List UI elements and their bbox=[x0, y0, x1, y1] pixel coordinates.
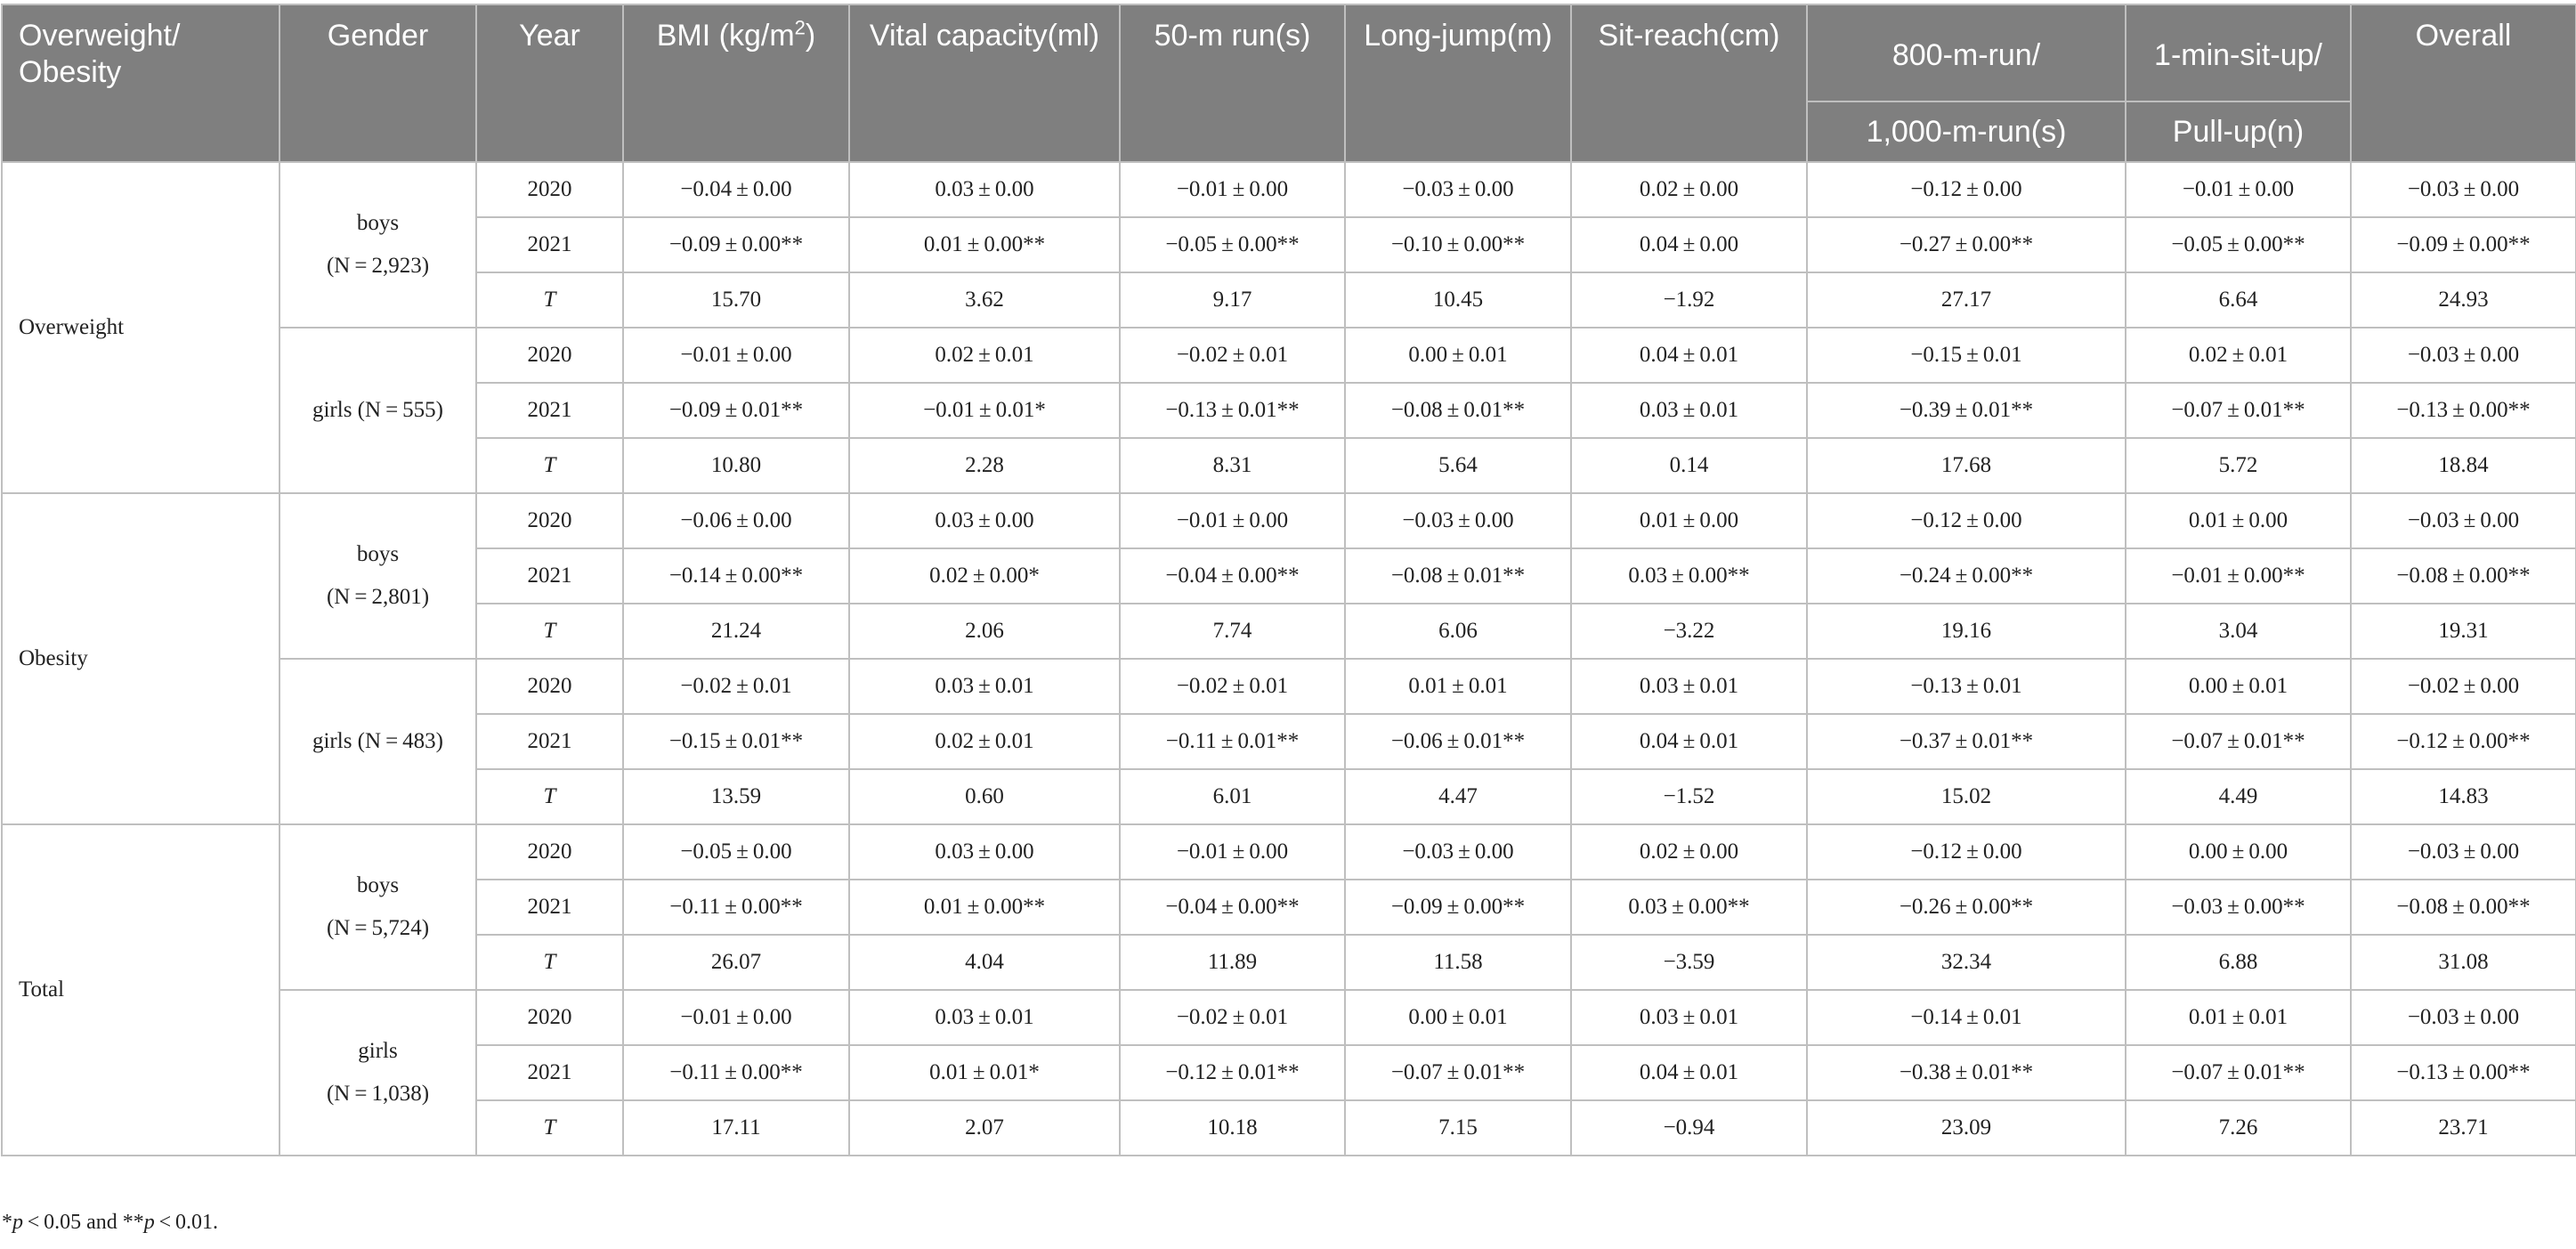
value-cell: −0.08 ± 0.01** bbox=[1345, 383, 1571, 438]
value-cell: 0.00 ± 0.01 bbox=[2126, 659, 2351, 714]
value-cell: 0.03 ± 0.01 bbox=[849, 659, 1120, 714]
group-label: Obesity bbox=[2, 493, 279, 824]
value-cell: 17.68 bbox=[1807, 438, 2126, 493]
value-cell: −0.07 ± 0.01** bbox=[2126, 714, 2351, 769]
value-cell: −0.24 ± 0.00** bbox=[1807, 548, 2126, 604]
value-cell: −0.13 ± 0.01** bbox=[1120, 383, 1345, 438]
value-cell: 5.64 bbox=[1345, 438, 1571, 493]
value-cell: 0.01 ± 0.01 bbox=[2126, 990, 2351, 1045]
gender-sample-size: (N = 1,038) bbox=[326, 1082, 430, 1106]
table-row bbox=[2, 162, 2576, 217]
value-cell: −0.14 ± 0.01 bbox=[1807, 990, 2126, 1045]
bmi-label: BMI (kg/m bbox=[656, 19, 795, 53]
value-cell: −0.01 ± 0.00 bbox=[623, 990, 849, 1045]
col-header-pull-up: Pull-up(n) bbox=[2126, 101, 2351, 162]
value-cell: −0.12 ± 0.00** bbox=[2351, 714, 2576, 769]
gender-label bbox=[279, 328, 476, 493]
value-cell: 0.01 ± 0.00** bbox=[849, 217, 1120, 272]
value-cell: 0.02 ± 0.00* bbox=[849, 548, 1120, 604]
value-cell: 15.70 bbox=[623, 272, 849, 328]
results-table bbox=[1, 4, 2576, 1156]
value-cell: −0.03 ± 0.00 bbox=[2351, 990, 2576, 1045]
value-cell: 0.03 ± 0.01 bbox=[1571, 383, 1807, 438]
value-cell: −0.01 ± 0.00 bbox=[1120, 493, 1345, 548]
value-cell: 6.01 bbox=[1120, 769, 1345, 824]
value-cell: 0.02 ± 0.01 bbox=[2126, 328, 2351, 383]
col-header-long-jump: Long-jump(m) bbox=[1345, 4, 1571, 162]
value-cell: 0.03 ± 0.01 bbox=[1571, 990, 1807, 1045]
value-cell: −0.12 ± 0.00 bbox=[1807, 824, 2126, 880]
value-cell: −0.39 ± 0.01** bbox=[1807, 383, 2126, 438]
value-cell: −0.08 ± 0.01** bbox=[1345, 548, 1571, 604]
value-cell: −0.02 ± 0.01 bbox=[623, 659, 849, 714]
year-cell: 2020 bbox=[476, 824, 623, 880]
value-cell: 0.00 ± 0.01 bbox=[1345, 990, 1571, 1045]
value-cell: 21.24 bbox=[623, 604, 849, 659]
value-cell: −3.59 bbox=[1571, 935, 1807, 990]
year-cell: 2021 bbox=[476, 880, 623, 935]
gender-label bbox=[279, 824, 476, 990]
value-cell: −0.11 ± 0.00** bbox=[623, 880, 849, 935]
value-cell: −0.13 ± 0.00** bbox=[2351, 383, 2576, 438]
value-cell: −0.26 ± 0.00** bbox=[1807, 880, 2126, 935]
value-cell: −0.14 ± 0.00** bbox=[623, 548, 849, 604]
year-cell: T bbox=[476, 1100, 623, 1156]
table-row bbox=[2, 824, 2576, 880]
value-cell: −0.13 ± 0.01 bbox=[1807, 659, 2126, 714]
value-cell: 8.31 bbox=[1120, 438, 1345, 493]
value-cell: −0.07 ± 0.01** bbox=[2126, 1045, 2351, 1100]
value-cell: 31.08 bbox=[2351, 935, 2576, 990]
value-cell: 0.04 ± 0.00 bbox=[1571, 217, 1807, 272]
value-cell: 0.60 bbox=[849, 769, 1120, 824]
value-cell: 6.06 bbox=[1345, 604, 1571, 659]
footnote-p: p bbox=[143, 1211, 155, 1234]
value-cell: −0.03 ± 0.00 bbox=[2351, 328, 2576, 383]
value-cell: −3.22 bbox=[1571, 604, 1807, 659]
value-cell: 0.03 ± 0.00** bbox=[1571, 880, 1807, 935]
value-cell: 10.18 bbox=[1120, 1100, 1345, 1156]
footnote-text-2: < 0.01. bbox=[154, 1211, 218, 1234]
table-header bbox=[2, 4, 2576, 162]
value-cell: −0.01 ± 0.00 bbox=[623, 328, 849, 383]
value-cell: −0.94 bbox=[1571, 1100, 1807, 1156]
gender-label-line: boys bbox=[356, 542, 400, 566]
value-cell: −0.09 ± 0.01** bbox=[623, 383, 849, 438]
year-cell: 2021 bbox=[476, 383, 623, 438]
col-header-vital-capacity: Vital capacity(ml) bbox=[849, 4, 1120, 162]
value-cell: 4.49 bbox=[2126, 769, 2351, 824]
value-cell: −0.38 ± 0.01** bbox=[1807, 1045, 2126, 1100]
value-cell: −1.52 bbox=[1571, 769, 1807, 824]
value-cell: −0.01 ± 0.00 bbox=[2126, 162, 2351, 217]
gender-label-line: girls (N = 483) bbox=[312, 729, 443, 753]
value-cell: 9.17 bbox=[1120, 272, 1345, 328]
value-cell: −0.04 ± 0.00** bbox=[1120, 548, 1345, 604]
value-cell: 0.03 ± 0.01 bbox=[1571, 659, 1807, 714]
value-cell: 23.71 bbox=[2351, 1100, 2576, 1156]
value-cell: 19.31 bbox=[2351, 604, 2576, 659]
gender-label bbox=[279, 659, 476, 824]
table-body bbox=[2, 162, 2576, 1156]
value-cell: −0.02 ± 0.00 bbox=[2351, 659, 2576, 714]
group-label: Total bbox=[2, 824, 279, 1156]
value-cell: −0.12 ± 0.00 bbox=[1807, 493, 2126, 548]
value-cell: 18.84 bbox=[2351, 438, 2576, 493]
value-cell: 6.64 bbox=[2126, 272, 2351, 328]
value-cell: −0.09 ± 0.00** bbox=[2351, 217, 2576, 272]
bmi-superscript: 2 bbox=[794, 16, 806, 39]
value-cell: 0.04 ± 0.01 bbox=[1571, 1045, 1807, 1100]
value-cell: −0.06 ± 0.01** bbox=[1345, 714, 1571, 769]
gender-label-line: girls (N = 555) bbox=[312, 398, 443, 422]
value-cell: 4.04 bbox=[849, 935, 1120, 990]
footnote-p: p bbox=[12, 1211, 23, 1234]
value-cell: 10.80 bbox=[623, 438, 849, 493]
value-cell: 0.03 ± 0.00 bbox=[849, 162, 1120, 217]
value-cell: 2.06 bbox=[849, 604, 1120, 659]
value-cell: −0.12 ± 0.00 bbox=[1807, 162, 2126, 217]
col-header-50m-run: 50-m run(s) bbox=[1120, 4, 1345, 162]
value-cell: 0.03 ± 0.00 bbox=[849, 824, 1120, 880]
value-cell: 0.14 bbox=[1571, 438, 1807, 493]
value-cell: 0.03 ± 0.00** bbox=[1571, 548, 1807, 604]
value-cell: −0.06 ± 0.00 bbox=[623, 493, 849, 548]
value-cell: −0.03 ± 0.00 bbox=[1345, 824, 1571, 880]
value-cell: −0.05 ± 0.00** bbox=[1120, 217, 1345, 272]
year-cell: 2021 bbox=[476, 1045, 623, 1100]
year-cell: 2020 bbox=[476, 990, 623, 1045]
col-header-sit-reach: Sit-reach(cm) bbox=[1571, 4, 1807, 162]
value-cell: −0.08 ± 0.00** bbox=[2351, 880, 2576, 935]
value-cell: −0.04 ± 0.00** bbox=[1120, 880, 1345, 935]
col-header-sit-up: 1-min-sit-up/ bbox=[2126, 4, 2351, 101]
year-cell: 2021 bbox=[476, 217, 623, 272]
value-cell: −0.11 ± 0.01** bbox=[1120, 714, 1345, 769]
value-cell: 7.26 bbox=[2126, 1100, 2351, 1156]
value-cell: 13.59 bbox=[623, 769, 849, 824]
value-cell: 0.01 ± 0.00 bbox=[2126, 493, 2351, 548]
value-cell: −0.05 ± 0.00** bbox=[2126, 217, 2351, 272]
gender-sample-size: (N = 2,801) bbox=[326, 585, 430, 609]
value-cell: −0.07 ± 0.01** bbox=[1345, 1045, 1571, 1100]
value-cell: 10.45 bbox=[1345, 272, 1571, 328]
value-cell: 0.02 ± 0.01 bbox=[849, 328, 1120, 383]
value-cell: 0.00 ± 0.01 bbox=[1345, 328, 1571, 383]
table-row bbox=[2, 659, 2576, 714]
value-cell: 0.02 ± 0.01 bbox=[849, 714, 1120, 769]
value-cell: 26.07 bbox=[623, 935, 849, 990]
value-cell: 27.17 bbox=[1807, 272, 2126, 328]
col-header-group: Overweight/ Obesity bbox=[2, 4, 279, 162]
value-cell: −0.11 ± 0.00** bbox=[623, 1045, 849, 1100]
value-cell: 0.01 ± 0.01 bbox=[1345, 659, 1571, 714]
value-cell: −0.15 ± 0.01 bbox=[1807, 328, 2126, 383]
value-cell: −0.02 ± 0.01 bbox=[1120, 990, 1345, 1045]
value-cell: −0.15 ± 0.01** bbox=[623, 714, 849, 769]
value-cell: 11.89 bbox=[1120, 935, 1345, 990]
value-cell: 0.01 ± 0.00** bbox=[849, 880, 1120, 935]
value-cell: 0.03 ± 0.01 bbox=[849, 990, 1120, 1045]
value-cell: 0.04 ± 0.01 bbox=[1571, 328, 1807, 383]
value-cell: −0.03 ± 0.00 bbox=[2351, 493, 2576, 548]
value-cell: 0.01 ± 0.00 bbox=[1571, 493, 1807, 548]
gender-label bbox=[279, 990, 476, 1156]
table-row bbox=[2, 493, 2576, 548]
value-cell: 2.28 bbox=[849, 438, 1120, 493]
value-cell: 2.07 bbox=[849, 1100, 1120, 1156]
value-cell: 0.04 ± 0.01 bbox=[1571, 714, 1807, 769]
value-cell: −0.08 ± 0.00** bbox=[2351, 548, 2576, 604]
value-cell: −0.03 ± 0.00 bbox=[1345, 493, 1571, 548]
value-cell: 24.93 bbox=[2351, 272, 2576, 328]
year-cell: 2020 bbox=[476, 493, 623, 548]
value-cell: 0.03 ± 0.00 bbox=[849, 493, 1120, 548]
table-row bbox=[2, 990, 2576, 1045]
year-cell: T bbox=[476, 935, 623, 990]
value-cell: −0.12 ± 0.01** bbox=[1120, 1045, 1345, 1100]
year-cell: 2021 bbox=[476, 548, 623, 604]
value-cell: 17.11 bbox=[623, 1100, 849, 1156]
value-cell: −0.09 ± 0.00** bbox=[1345, 880, 1571, 935]
value-cell: 3.04 bbox=[2126, 604, 2351, 659]
value-cell: 7.15 bbox=[1345, 1100, 1571, 1156]
value-cell: 0.00 ± 0.00 bbox=[2126, 824, 2351, 880]
value-cell: −0.13 ± 0.00** bbox=[2351, 1045, 2576, 1100]
footnote-star: * bbox=[2, 1211, 12, 1234]
col-header-bmi bbox=[623, 4, 849, 162]
value-cell: 6.88 bbox=[2126, 935, 2351, 990]
value-cell: −0.01 ± 0.01* bbox=[849, 383, 1120, 438]
value-cell: −0.10 ± 0.00** bbox=[1345, 217, 1571, 272]
year-cell: 2020 bbox=[476, 328, 623, 383]
group-label: Overweight bbox=[2, 162, 279, 493]
value-cell: −1.92 bbox=[1571, 272, 1807, 328]
value-cell: −0.03 ± 0.00 bbox=[2351, 824, 2576, 880]
value-cell: 0.01 ± 0.01* bbox=[849, 1045, 1120, 1100]
year-cell: 2021 bbox=[476, 714, 623, 769]
year-cell: T bbox=[476, 604, 623, 659]
value-cell: 32.34 bbox=[1807, 935, 2126, 990]
value-cell: 14.83 bbox=[2351, 769, 2576, 824]
value-cell: 7.74 bbox=[1120, 604, 1345, 659]
year-cell: T bbox=[476, 769, 623, 824]
value-cell: 4.47 bbox=[1345, 769, 1571, 824]
col-header-overall: Overall bbox=[2351, 4, 2576, 162]
value-cell: −0.01 ± 0.00 bbox=[1120, 162, 1345, 217]
col-header-1000m-run: 1,000-m-run(s) bbox=[1807, 101, 2126, 162]
gender-label-line: girls bbox=[358, 1039, 398, 1063]
value-cell: 5.72 bbox=[2126, 438, 2351, 493]
bmi-label-close: ) bbox=[805, 19, 816, 53]
gender-label bbox=[279, 162, 476, 328]
value-cell: −0.27 ± 0.00** bbox=[1807, 217, 2126, 272]
year-cell: 2020 bbox=[476, 162, 623, 217]
value-cell: 0.02 ± 0.00 bbox=[1571, 162, 1807, 217]
value-cell: −0.03 ± 0.00** bbox=[2126, 880, 2351, 935]
value-cell: −0.02 ± 0.01 bbox=[1120, 328, 1345, 383]
value-cell: 11.58 bbox=[1345, 935, 1571, 990]
year-cell: T bbox=[476, 272, 623, 328]
year-cell: T bbox=[476, 438, 623, 493]
gender-sample-size: (N = 2,923) bbox=[326, 254, 430, 278]
gender-label-line: boys bbox=[356, 211, 400, 235]
table-row bbox=[2, 328, 2576, 383]
value-cell: 3.62 bbox=[849, 272, 1120, 328]
value-cell: −0.37 ± 0.01** bbox=[1807, 714, 2126, 769]
value-cell: 19.16 bbox=[1807, 604, 2126, 659]
footnote-text-1: < 0.05 and ** bbox=[23, 1211, 144, 1234]
gender-sample-size: (N = 5,724) bbox=[326, 916, 430, 940]
value-cell: −0.03 ± 0.00 bbox=[1345, 162, 1571, 217]
col-header-gender: Gender bbox=[279, 4, 476, 162]
value-cell: −0.04 ± 0.00 bbox=[623, 162, 849, 217]
footnote bbox=[2, 1211, 218, 1235]
value-cell: −0.09 ± 0.00** bbox=[623, 217, 849, 272]
col-header-800m-run: 800-m-run/ bbox=[1807, 4, 2126, 101]
value-cell: 15.02 bbox=[1807, 769, 2126, 824]
value-cell: 0.02 ± 0.00 bbox=[1571, 824, 1807, 880]
value-cell: −0.07 ± 0.01** bbox=[2126, 383, 2351, 438]
value-cell: −0.02 ± 0.01 bbox=[1120, 659, 1345, 714]
col-header-year: Year bbox=[476, 4, 623, 162]
gender-label bbox=[279, 493, 476, 659]
gender-label-line: boys bbox=[356, 873, 400, 897]
value-cell: −0.05 ± 0.00 bbox=[623, 824, 849, 880]
value-cell: 23.09 bbox=[1807, 1100, 2126, 1156]
value-cell: −0.03 ± 0.00 bbox=[2351, 162, 2576, 217]
year-cell: 2020 bbox=[476, 659, 623, 714]
value-cell: −0.01 ± 0.00 bbox=[1120, 824, 1345, 880]
value-cell: −0.01 ± 0.00** bbox=[2126, 548, 2351, 604]
